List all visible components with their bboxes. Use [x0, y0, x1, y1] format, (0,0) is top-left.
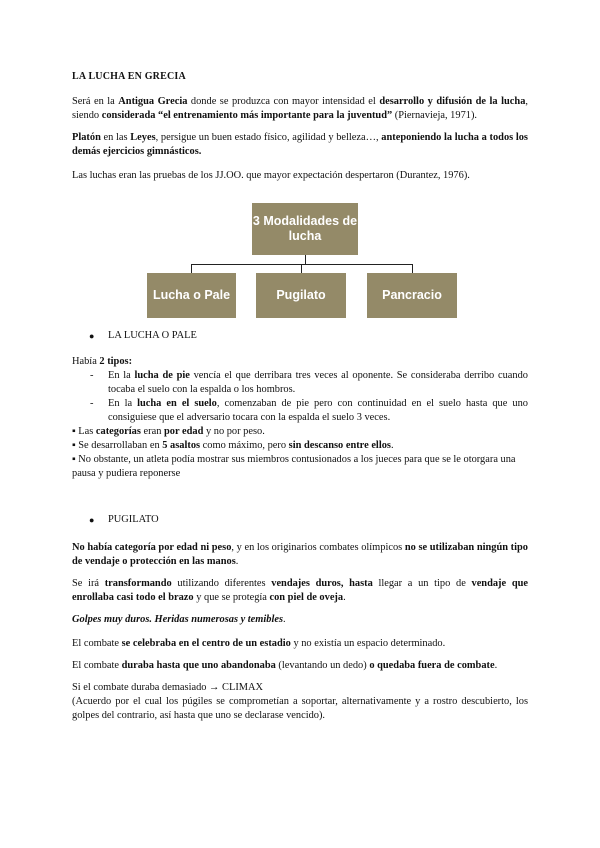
intro-paragraph-3: Las luchas eran las pruebas de los JJ.OO. que mayor expectación despertaron (Durantez, 1976).	[72, 170, 470, 181]
pugilato-paragraph: Si el combate duraba demasiado → CLIMAX	[72, 682, 264, 693]
list-item: - En la lucha en el suelo, comenzaban de pie pero con continuidad en el suelo hasta que uno consiguiese que el adversario tocara con la espalda el suelo 3 veces.	[90, 398, 528, 423]
diagram-root-box: 3 Modalidades de lucha	[252, 203, 358, 255]
diagram-box-pancracio: Pancracio	[367, 273, 457, 318]
pugilato-paragraph: Se irá transformando utilizando diferentes vendajes duros, hasta llegar a un tipo de vendaje que enrollaba casi todo el brazo y que se protegía con piel de oveja.	[72, 578, 528, 603]
diagram-connector	[412, 264, 413, 273]
section-heading-pugilato: ● PUGILATO	[89, 514, 159, 525]
diagram-connector	[305, 255, 306, 264]
pale-types: Había 2 tipos:	[72, 356, 133, 367]
diagram-box-lucha: Lucha o Pale	[147, 273, 236, 318]
diagram-connector	[191, 264, 192, 273]
bullet-icon: ●	[89, 515, 95, 525]
intro-paragraph-1: Será en la Antigua Grecia donde se produzca con mayor intensidad el desarrollo y difusión de la lucha, siendo considerada “el entrenamiento más importante para la juventud” (Piernavieja, 1971).	[72, 96, 528, 121]
page-title: LA LUCHA EN GRECIA	[72, 71, 186, 82]
diagram-box-pugilato: Pugilato	[256, 273, 346, 318]
list-item: ▪ No obstante, un atleta podía mostrar sus miembros contusionados a los jueces para que se le otorgara una pausa y pudiera reponerse	[72, 454, 516, 479]
pugilato-paragraph: El combate se celebraba en el centro de un estadio y no existía un espacio determinado.	[72, 638, 446, 649]
list-item: ▪ Las categorías eran por edad y no por peso.	[72, 426, 265, 437]
intro-paragraph-2: Platón en las Leyes, persigue un buen estado físico, agilidad y belleza…, anteponiendo la lucha a todos los demás ejercicios gimnásticos.	[72, 132, 528, 157]
list-item: - En la lucha de pie vencía el que derribara tres veces al oponente. Se consideraba derribo cuando tocaba el suelo con la espalda o los hombros.	[90, 370, 528, 395]
modalities-diagram	[72, 203, 528, 321]
bullet-icon: ●	[89, 331, 95, 341]
pugilato-paragraph: No había categoría por edad ni peso, y en los originarios combates olímpicos no se utilizaban ningún tipo de vendaje o protección en las manos.	[72, 542, 528, 567]
section-heading-pale: ● LA LUCHA O PALE	[89, 330, 197, 341]
list-item: ▪ Se desarrollaban en 5 asaltos como máximo, pero sin descanso entre ellos.	[72, 440, 394, 451]
pugilato-paragraph: (Acuerdo por el cual los púgiles se comprometían a soportar, alternativamente y a rostro descubierto, los golpes del contrario, así hasta que uno se declarase vencido).	[72, 696, 528, 721]
pugilato-paragraph: Golpes muy duros. Heridas numerosas y temibles.	[72, 614, 286, 625]
pugilato-paragraph: El combate duraba hasta que uno abandonaba (levantando un dedo) o quedaba fuera de combate.	[72, 660, 498, 671]
diagram-connector	[301, 264, 302, 273]
document-page	[72, 70, 528, 723]
